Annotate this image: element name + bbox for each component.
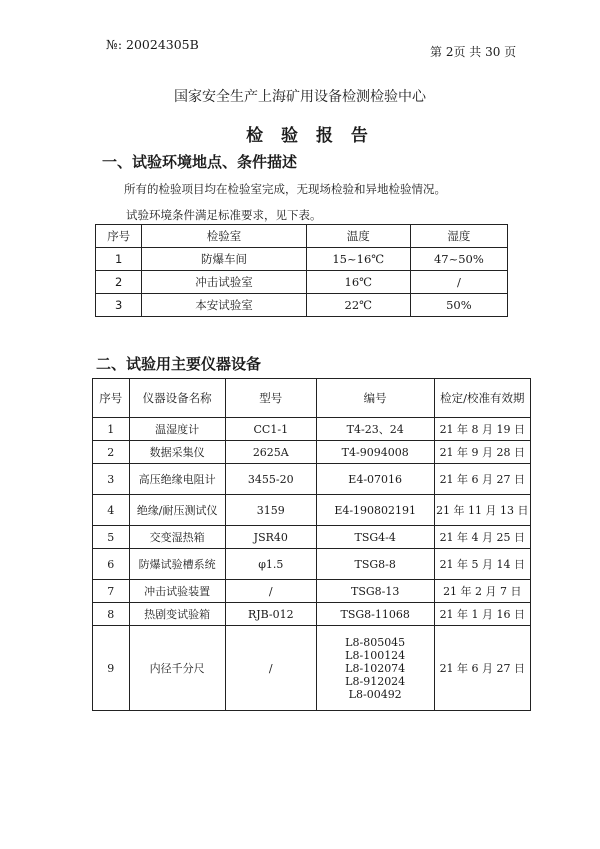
report-number: №: 20024305B: [106, 37, 199, 52]
header-humidity: 湿度: [410, 225, 507, 248]
room-name: 本安试验室: [142, 294, 306, 317]
row-no: 1: [93, 418, 130, 441]
validity-date: 21 年 2 月 7 日: [434, 580, 530, 603]
code: T4-9094008: [316, 441, 434, 464]
header-code: 编号: [316, 379, 434, 418]
row-no: 3: [93, 464, 130, 495]
model: 3159: [225, 495, 316, 526]
row-no: 2: [93, 441, 130, 464]
instrument-name: 内径千分尺: [129, 626, 225, 711]
instrument-table: [92, 378, 531, 711]
room-name: 冲击试验室: [142, 271, 306, 294]
temperature: 22℃: [306, 294, 410, 317]
table-row: [96, 294, 508, 317]
code: TSG8-11068: [316, 603, 434, 626]
model: CC1-1: [225, 418, 316, 441]
code: L8-00492: [348, 687, 402, 701]
table-row: [93, 495, 531, 526]
instrument-name: 冲击试验装置: [129, 580, 225, 603]
table-row: [93, 526, 531, 549]
validity-date: 21 年 9 月 28 日: [434, 441, 530, 464]
instrument-name: 绝缘/耐压测试仪: [129, 495, 225, 526]
header-instrument-name: 仪器设备名称: [129, 379, 225, 418]
model: 3455-20: [225, 464, 316, 495]
section2-heading: 二、试验用主要仪器设备: [96, 355, 262, 373]
row-no: 8: [93, 603, 130, 626]
code: L8-912024: [345, 674, 406, 688]
table-row: [93, 464, 531, 495]
header-no: 序号: [93, 379, 130, 418]
instrument-table-header: [93, 379, 531, 418]
validity-date: 21 年 6 月 27 日: [434, 464, 530, 495]
table-row: [93, 549, 531, 580]
row-no: 5: [93, 526, 130, 549]
instrument-name: 防爆试验槽系统: [129, 549, 225, 580]
validity-date: 21 年 4 月 25 日: [434, 526, 530, 549]
table-row: [93, 603, 531, 626]
environment-table-header: [96, 225, 508, 248]
table-row: [96, 271, 508, 294]
code: L8-100124: [345, 648, 406, 662]
room-name: 防爆车间: [142, 248, 306, 271]
model: φ1.5: [225, 549, 316, 580]
instrument-name: 交变湿热箱: [129, 526, 225, 549]
instrument-name: 热剧变试验箱: [129, 603, 225, 626]
row-no: 2: [96, 271, 142, 294]
environment-description: 所有的检验项目均在检验室完成，无现场检验和异地检验情况。: [124, 182, 446, 196]
model: 2625A: [225, 441, 316, 464]
table-row: [93, 418, 531, 441]
header-model: 型号: [225, 379, 316, 418]
code: TSG8-8: [316, 549, 434, 580]
header-calibration-validity: 检定/校准有效期: [434, 379, 530, 418]
row-no: 6: [93, 549, 130, 580]
temperature: 15~16℃: [306, 248, 410, 271]
code: TSG4-4: [316, 526, 434, 549]
code: L8-102074: [345, 661, 406, 675]
center-name: 国家安全生产上海矿用设备检测检验中心: [174, 89, 426, 105]
table-row: [93, 441, 531, 464]
code: TSG8-13: [316, 580, 434, 603]
section1-heading: 一、试验环境地点、条件描述: [102, 153, 298, 171]
code-list: [316, 626, 434, 711]
validity-date: 21 年 8 月 19 日: [434, 418, 530, 441]
table-row: [93, 626, 531, 711]
model: RJB-012: [225, 603, 316, 626]
humidity: 47~50%: [410, 248, 507, 271]
row-no: 7: [93, 580, 130, 603]
environment-note: 试验环境条件满足标准要求，见下表。: [126, 208, 322, 222]
instrument-name: 数据采集仪: [129, 441, 225, 464]
row-no: 3: [96, 294, 142, 317]
model: JSR40: [225, 526, 316, 549]
header-no: 序号: [96, 225, 142, 248]
row-no: 9: [93, 626, 130, 711]
row-no: 4: [93, 495, 130, 526]
table-row: [96, 248, 508, 271]
code: E4-07016: [316, 464, 434, 495]
instrument-name: 温湿度计: [129, 418, 225, 441]
header-temperature: 温度: [306, 225, 410, 248]
instrument-name: 高压绝缘电阻计: [129, 464, 225, 495]
validity-date: 21 年 5 月 14 日: [434, 549, 530, 580]
code: E4-190802191: [316, 495, 434, 526]
page-indicator: 第 2页 共 30 页: [430, 45, 517, 59]
header-room: 检验室: [142, 225, 306, 248]
code: L8-805045: [345, 635, 406, 649]
validity-date: 21 年 6 月 27 日: [434, 626, 530, 711]
model: /: [225, 626, 316, 711]
environment-table: [95, 224, 508, 317]
code: T4-23、24: [316, 418, 434, 441]
table-row: [93, 580, 531, 603]
row-no: 1: [96, 248, 142, 271]
humidity: 50%: [410, 294, 507, 317]
humidity: /: [410, 271, 507, 294]
temperature: 16℃: [306, 271, 410, 294]
validity-date: 21 年 1 月 16 日: [434, 603, 530, 626]
validity-date: 21 年 11 月 13 日: [434, 495, 530, 526]
report-title: 检 验 报 告: [246, 126, 374, 146]
model: /: [225, 580, 316, 603]
